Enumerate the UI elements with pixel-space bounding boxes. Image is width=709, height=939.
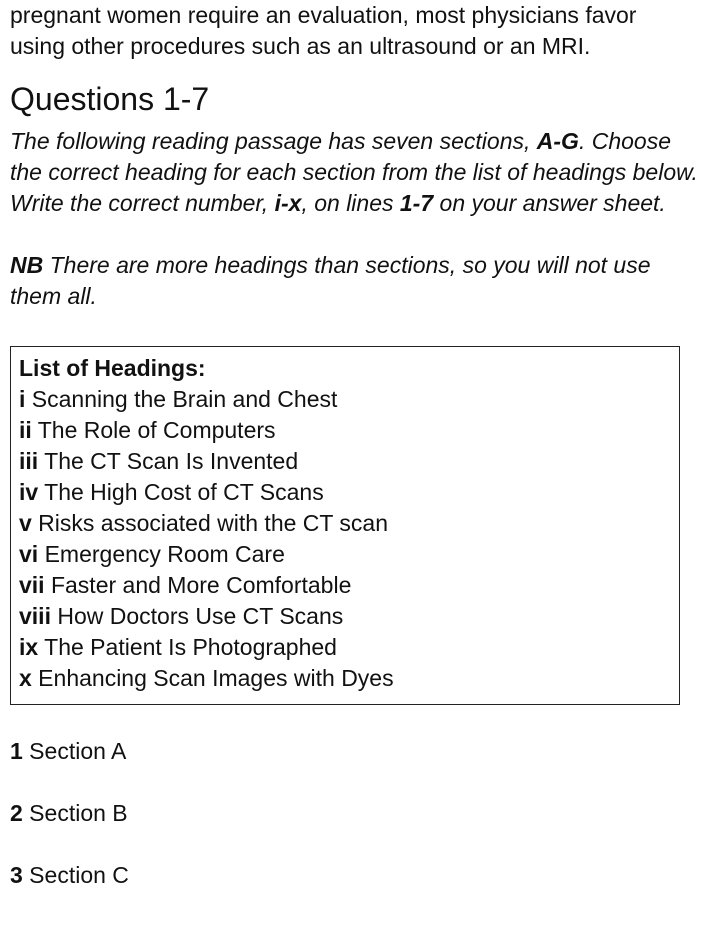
- questions-title: Questions 1-7: [10, 81, 210, 117]
- question-list: [10, 736, 700, 891]
- heading-text: Emergency Room Care: [38, 541, 285, 567]
- heading-text: Faster and More Comfortable: [44, 572, 352, 598]
- instruction-bold-sections: A-G: [536, 128, 579, 154]
- heading-item: [19, 601, 679, 632]
- question-number: 2: [10, 800, 23, 826]
- heading-numeral: i: [19, 386, 26, 412]
- heading-item: [19, 632, 679, 663]
- question-section: Section C: [22, 862, 129, 888]
- question-section: Section B: [22, 800, 128, 826]
- heading-text: Enhancing Scan Images with Dyes: [31, 665, 394, 691]
- heading-text: The Patient Is Photographed: [38, 634, 337, 660]
- question-item: [10, 798, 700, 829]
- intro-line-1: pregnant women require an evaluation, most physicians favor: [10, 2, 637, 28]
- document-page: [10, 0, 700, 922]
- heading-numeral: iv: [19, 479, 39, 505]
- heading-text: The High Cost of CT Scans: [38, 479, 324, 505]
- instruction-bold-lines: 1-7: [399, 190, 434, 216]
- heading-item: [19, 508, 679, 539]
- heading-numeral: viii: [19, 603, 51, 629]
- nb-paragraph: [10, 250, 700, 312]
- intro-paragraph: [10, 0, 700, 62]
- intro-line-2: using other procedures such as an ultrasound or an MRI.: [10, 33, 591, 59]
- question-number: 1: [10, 738, 23, 764]
- instruction-text-2: . Choose the correct heading for each section from the list of headings below. Write the correct number,: [10, 128, 698, 216]
- instruction-bold-numbers: i-x: [274, 190, 302, 216]
- nb-label: NB: [10, 252, 44, 278]
- heading-text: How Doctors Use CT Scans: [50, 603, 344, 629]
- heading-text: The CT Scan Is Invented: [38, 448, 299, 474]
- heading-text: Scanning the Brain and Chest: [25, 386, 338, 412]
- headings-list-box: [10, 346, 680, 705]
- heading-numeral: iii: [19, 448, 39, 474]
- question-number: 3: [10, 862, 23, 888]
- question-item: [10, 860, 700, 891]
- instructions-paragraph: [10, 126, 700, 219]
- heading-numeral: vi: [19, 541, 39, 567]
- instruction-text-1: The following reading passage has seven sections,: [10, 128, 537, 154]
- heading-numeral: x: [19, 665, 32, 691]
- instruction-text-3: , on lines: [301, 190, 400, 216]
- headings-list-title: List of Headings:: [19, 355, 206, 381]
- heading-text: The Role of Computers: [31, 417, 276, 443]
- heading-item: [19, 539, 679, 570]
- heading-item: [19, 477, 679, 508]
- heading-item: [19, 570, 679, 601]
- heading-item: [19, 384, 679, 415]
- nb-text: There are more headings than sections, so you will not use them all.: [10, 252, 651, 309]
- heading-item: [19, 663, 679, 694]
- question-item: [10, 736, 700, 767]
- instruction-text-4: on your answer sheet.: [433, 190, 666, 216]
- heading-numeral: ix: [19, 634, 39, 660]
- heading-text: Risks associated with the CT scan: [31, 510, 389, 536]
- heading-numeral: ii: [19, 417, 32, 443]
- heading-item: [19, 446, 679, 477]
- heading-numeral: v: [19, 510, 32, 536]
- question-section: Section A: [22, 738, 127, 764]
- heading-item: [19, 415, 679, 446]
- heading-numeral: vii: [19, 572, 45, 598]
